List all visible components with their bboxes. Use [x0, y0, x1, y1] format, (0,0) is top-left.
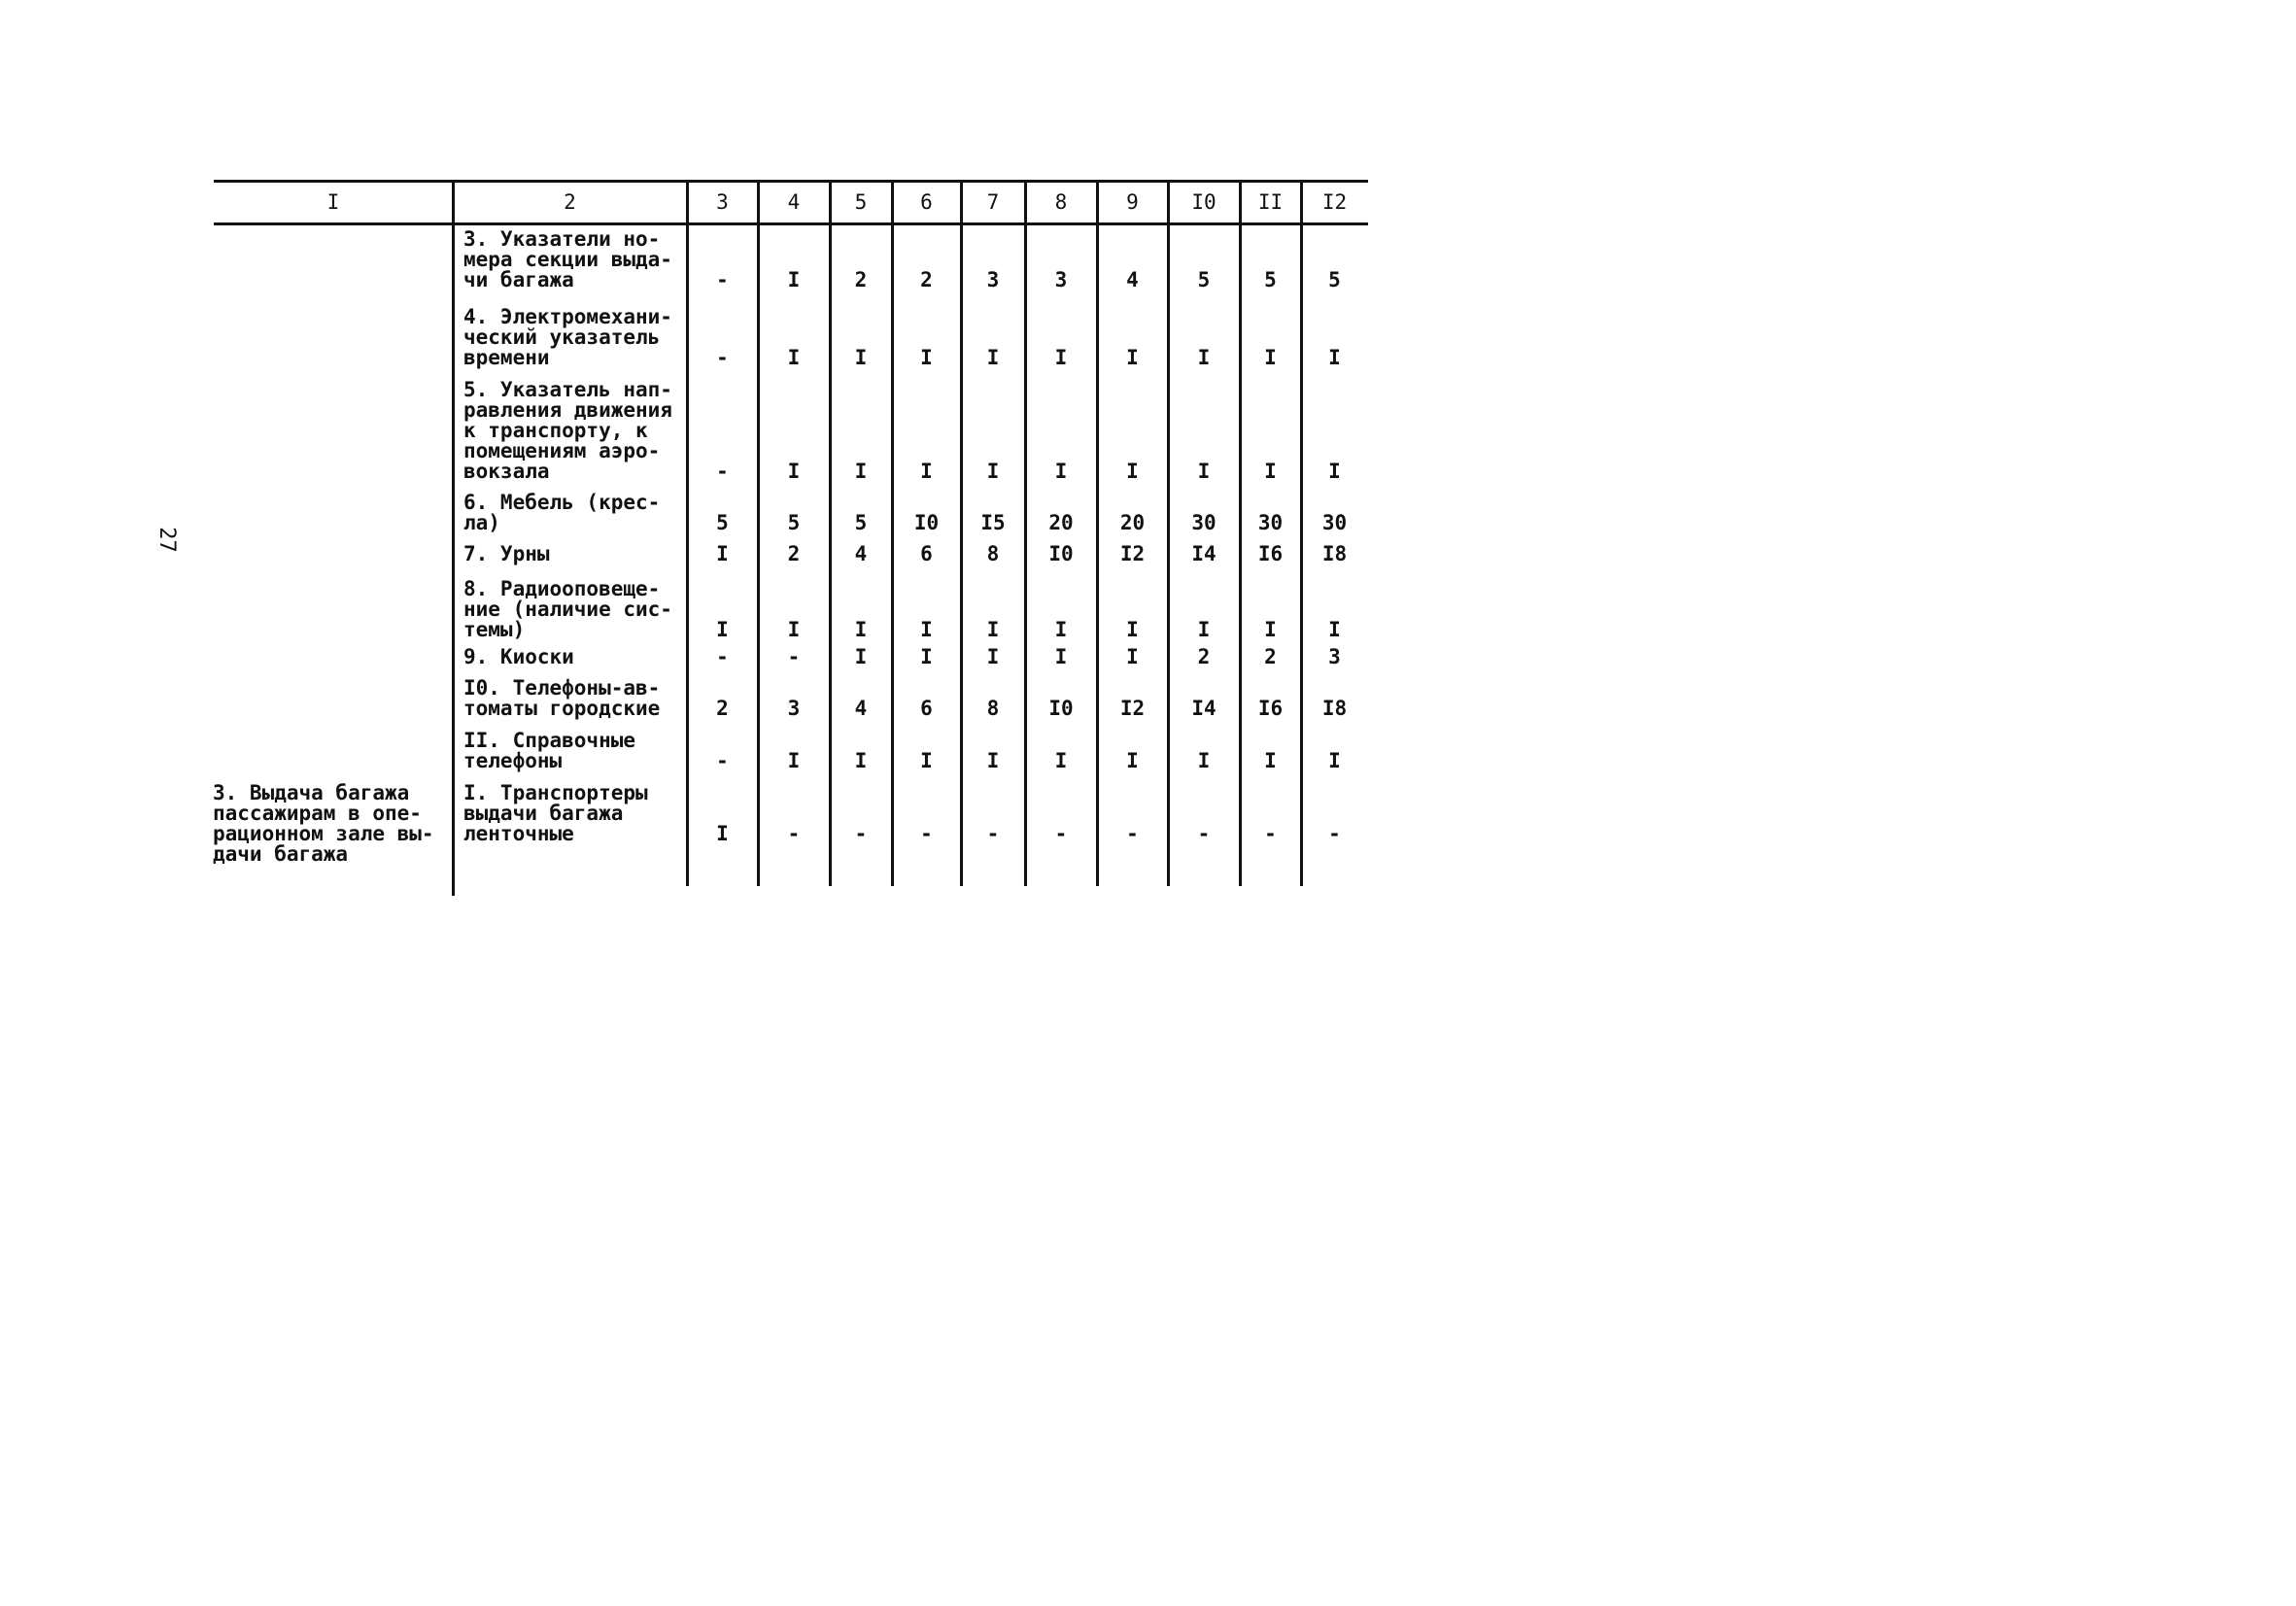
value-cell: I: [1197, 618, 1211, 641]
value-cell: I: [1264, 749, 1277, 772]
value-cell: I: [854, 749, 868, 772]
value-cell: I: [854, 460, 868, 483]
value-cell: 2: [1264, 645, 1277, 668]
item-cell: 9. Киоски: [463, 645, 574, 668]
value-cell: I0: [1048, 697, 1074, 720]
item-cell: 7. Урны: [463, 542, 550, 565]
value-cell: 5: [1197, 268, 1211, 291]
value-cell: I: [854, 618, 868, 641]
value-cell: -: [1126, 822, 1139, 845]
header-cell: I0: [1191, 190, 1217, 214]
value-cell: I: [1054, 460, 1068, 483]
header-cell: 7: [986, 190, 1000, 214]
header-cell: I2: [1321, 190, 1348, 214]
header-cell: 9: [1126, 190, 1139, 214]
value-cell: -: [854, 822, 868, 845]
item-cell: 5. Указатель нап- равления движения к транспорту, к помещениям аэро- вокзала: [463, 378, 672, 483]
value-cell: I: [716, 618, 729, 641]
value-cell: 5: [716, 511, 729, 534]
value-cell: -: [716, 749, 729, 772]
value-cell: 8: [986, 542, 1000, 565]
value-cell: 5: [854, 511, 868, 534]
value-cell: 3: [986, 268, 1000, 291]
item-cell: II. Справочные телефоны: [463, 729, 636, 772]
column-divider: [452, 180, 455, 896]
header-cell: 3: [716, 190, 729, 214]
value-cell: -: [787, 645, 801, 668]
value-cell: I: [986, 460, 1000, 483]
value-cell: 5: [1328, 268, 1341, 291]
value-cell: I: [920, 645, 933, 668]
value-cell: I: [920, 618, 933, 641]
value-cell: I: [716, 542, 729, 565]
value-cell: I: [854, 346, 868, 369]
value-cell: 2: [1197, 645, 1211, 668]
value-cell: 3: [787, 697, 801, 720]
value-cell: 5: [787, 511, 801, 534]
value-cell: I: [1264, 346, 1277, 369]
value-cell: I: [787, 460, 801, 483]
value-cell: 4: [854, 542, 868, 565]
value-cell: I: [1197, 749, 1211, 772]
value-cell: 2: [920, 268, 933, 291]
value-cell: -: [716, 268, 729, 291]
header-cell: 8: [1054, 190, 1068, 214]
value-cell: 3: [1054, 268, 1068, 291]
value-cell: 6: [920, 697, 933, 720]
value-cell: I: [1126, 460, 1139, 483]
value-cell: I: [986, 749, 1000, 772]
value-cell: -: [986, 822, 1000, 845]
item-cell: 8. Радиооповеще- ние (наличие сис- темы): [463, 577, 672, 641]
value-cell: 8: [986, 697, 1000, 720]
top-rule: [214, 180, 1368, 183]
value-cell: 20: [1119, 511, 1146, 534]
value-cell: I: [1264, 618, 1277, 641]
value-cell: I2: [1119, 542, 1146, 565]
value-cell: I: [920, 749, 933, 772]
header-cell: 4: [787, 190, 801, 214]
value-cell: 30: [1257, 511, 1284, 534]
item-cell: I. Транспортеры выдачи багажа ленточные: [463, 781, 648, 845]
value-cell: 4: [854, 697, 868, 720]
value-cell: 6: [920, 542, 933, 565]
value-cell: I0: [913, 511, 940, 534]
value-cell: I: [1197, 460, 1211, 483]
value-cell: I6: [1257, 542, 1284, 565]
value-cell: I: [986, 645, 1000, 668]
operation-cell: 3. Выдача багажа пассажирам в опе- рационном зале вы- дачи багажа: [213, 781, 434, 866]
value-cell: I8: [1321, 697, 1348, 720]
item-cell: 3. Указатели но- мера секции выда- чи багажа: [463, 227, 672, 291]
value-cell: 2: [716, 697, 729, 720]
value-cell: I: [1126, 749, 1139, 772]
value-cell: -: [1054, 822, 1068, 845]
value-cell: I: [1328, 618, 1341, 641]
value-cell: -: [716, 645, 729, 668]
header-cell: II: [1257, 190, 1284, 214]
value-cell: I: [787, 749, 801, 772]
value-cell: I: [716, 822, 729, 845]
value-cell: 30: [1191, 511, 1217, 534]
value-cell: -: [716, 346, 729, 369]
value-cell: I: [787, 618, 801, 641]
value-cell: I: [1328, 749, 1341, 772]
header-cell: I: [326, 190, 340, 214]
value-cell: I: [1054, 618, 1068, 641]
value-cell: I: [1054, 346, 1068, 369]
value-cell: I: [1054, 749, 1068, 772]
value-cell: I: [920, 460, 933, 483]
value-cell: I: [1328, 346, 1341, 369]
value-cell: I: [920, 346, 933, 369]
value-cell: -: [1328, 822, 1341, 845]
page-number: 27: [154, 527, 179, 553]
value-cell: I: [787, 268, 801, 291]
value-cell: I: [1126, 618, 1139, 641]
value-cell: I: [1054, 645, 1068, 668]
value-cell: -: [716, 460, 729, 483]
value-cell: I: [986, 618, 1000, 641]
header-cell: 2: [564, 190, 576, 214]
value-cell: 3: [1328, 645, 1341, 668]
value-cell: I: [1197, 346, 1211, 369]
value-cell: I0: [1048, 542, 1074, 565]
header-cell: 6: [920, 190, 933, 214]
value-cell: I: [1264, 460, 1277, 483]
value-cell: 5: [1264, 268, 1277, 291]
item-cell: 4. Электромехани- ческий указатель времени: [463, 305, 672, 369]
value-cell: I4: [1191, 542, 1217, 565]
header-cell: 5: [854, 190, 868, 214]
value-cell: 20: [1048, 511, 1074, 534]
value-cell: 4: [1126, 268, 1139, 291]
value-cell: -: [1197, 822, 1211, 845]
value-cell: I: [986, 346, 1000, 369]
value-cell: I8: [1321, 542, 1348, 565]
value-cell: I2: [1119, 697, 1146, 720]
value-cell: 30: [1321, 511, 1348, 534]
value-cell: I4: [1191, 697, 1217, 720]
value-cell: 2: [854, 268, 868, 291]
value-cell: -: [920, 822, 933, 845]
item-cell: 6. Мебель (крес- ла): [463, 491, 661, 534]
value-cell: I: [854, 645, 868, 668]
value-cell: I: [1126, 346, 1139, 369]
value-cell: I5: [980, 511, 1006, 534]
value-cell: I: [1126, 645, 1139, 668]
item-cell: I0. Телефоны-ав- томаты городские: [463, 676, 661, 720]
value-cell: -: [1264, 822, 1277, 845]
value-cell: I: [1328, 460, 1341, 483]
value-cell: -: [787, 822, 801, 845]
value-cell: I6: [1257, 697, 1284, 720]
value-cell: 2: [787, 542, 801, 565]
header-rule: [214, 222, 1368, 225]
value-cell: I: [787, 346, 801, 369]
